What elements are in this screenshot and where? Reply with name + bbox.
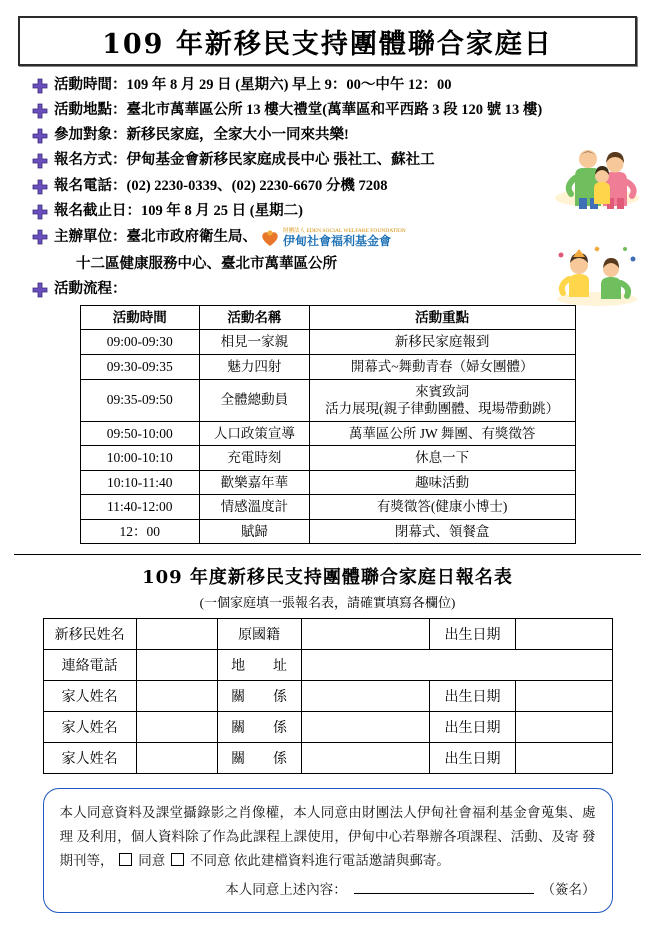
agenda-header-focus: 活動重點 xyxy=(309,305,575,330)
agenda-table xyxy=(80,305,576,544)
agenda-cell-time: 10:00-10:10 xyxy=(80,446,200,471)
signature-label: 本人同意上述內容： xyxy=(225,882,347,898)
info-value-audience: 新移民家庭，全家大小一同來共樂! xyxy=(126,127,349,144)
section-divider xyxy=(14,554,641,555)
form-field-birthdate-2[interactable] xyxy=(515,712,612,743)
form-field-phone[interactable] xyxy=(136,650,217,681)
info-value-deadline: 109 年 8 月 25 日 (星期二) xyxy=(141,202,303,219)
signature-input[interactable] xyxy=(354,879,534,894)
form-label-relation-3: 關 係 xyxy=(217,743,301,774)
consent-option-disagree: 不同意 xyxy=(190,852,231,868)
agenda-cell-name: 賦歸 xyxy=(200,519,310,544)
agenda-cell-focus: 趣味活動 xyxy=(309,470,575,495)
form-field-relation-2[interactable] xyxy=(301,712,429,743)
cross-bullet-icon xyxy=(32,153,48,169)
consent-line-3-post: 依此建檔資料進行電話邀請與郵寄。 xyxy=(233,852,450,868)
agenda-cell-time: 11:40-12:00 xyxy=(80,495,200,520)
agenda-cell-focus xyxy=(309,379,575,421)
organizer-line-2: 十二區健康服務中心、臺北市萬華區公所 xyxy=(76,255,337,272)
agenda-cell-name: 人口政策宣導 xyxy=(200,421,310,446)
cross-bullet-icon xyxy=(32,179,48,195)
cross-bullet-icon xyxy=(32,204,48,220)
consent-checkbox-disagree[interactable] xyxy=(171,853,184,866)
consent-checkbox-agree[interactable] xyxy=(119,853,132,866)
agenda-cell-time: 12：00 xyxy=(80,519,200,544)
registration-form-table xyxy=(43,618,613,774)
consent-paragraph xyxy=(60,801,596,872)
info-label-time: 活動時間： xyxy=(54,77,127,93)
agenda-cell-focus: 新移民家庭報到 xyxy=(309,330,575,355)
eden-logo-text xyxy=(283,229,406,247)
form-label-family-name-3: 家人姓名 xyxy=(43,743,136,774)
form-field-address[interactable] xyxy=(301,650,612,681)
consent-option-agree: 同意 xyxy=(138,852,166,868)
eden-logo-mark xyxy=(259,228,281,248)
agenda-cell-time: 10:10-11:40 xyxy=(80,470,200,495)
table-row xyxy=(43,712,612,743)
form-field-family-name-3[interactable] xyxy=(136,743,217,774)
signature-line xyxy=(60,878,596,902)
table-row xyxy=(80,495,575,520)
table-row xyxy=(80,519,575,544)
info-value-organizer: 臺北市政府衛生局、 xyxy=(126,228,257,245)
eden-foundation-logo xyxy=(259,228,406,248)
form-label-relation-2: 關 係 xyxy=(217,712,301,743)
table-row xyxy=(80,354,575,379)
agenda-cell-time: 09:35-09:50 xyxy=(80,379,200,421)
form-field-birthdate-1[interactable] xyxy=(515,681,612,712)
consent-line-3-pre: 發期刊等， xyxy=(59,828,596,868)
table-row xyxy=(80,421,575,446)
info-row-agenda xyxy=(32,280,641,298)
info-row-organizer xyxy=(32,227,641,247)
info-value-phone: (02) 2230-0339、(02) 2230-6670 分機 7208 xyxy=(126,177,388,194)
table-row xyxy=(80,470,575,495)
consent-box xyxy=(43,788,613,913)
agenda-cell-time: 09:50-10:00 xyxy=(80,421,200,446)
form-field-birthdate-3[interactable] xyxy=(515,743,612,774)
agenda-header-row xyxy=(80,305,575,330)
table-row xyxy=(43,619,612,650)
agenda-cell-name: 歡樂嘉年華 xyxy=(200,470,310,495)
form-label-newcomer-name: 新移民姓名 xyxy=(43,619,136,650)
cross-bullet-icon xyxy=(32,229,48,245)
agenda-table-wrapper xyxy=(80,305,576,544)
signature-suffix: （簽名） xyxy=(541,882,596,898)
form-label-address: 地 址 xyxy=(217,650,301,681)
agenda-cell-time: 09:30-09:35 xyxy=(80,354,200,379)
form-field-birthdate[interactable] xyxy=(515,619,612,650)
agenda-cell-name: 全體總動員 xyxy=(200,379,310,421)
info-label-organizer: 主辦單位： xyxy=(54,228,127,245)
info-row-deadline xyxy=(32,202,641,220)
form-label-family-name-1: 家人姓名 xyxy=(43,681,136,712)
info-label-agenda: 活動流程： xyxy=(54,280,127,297)
agenda-cell-focus: 開幕式~舞動青春（婦女團體） xyxy=(309,354,575,379)
organizer-line xyxy=(54,227,408,247)
eden-logo-en: 財團法人 EDEN SOCIAL WELFARE FOUNDATION xyxy=(283,228,406,234)
form-field-newcomer-name[interactable] xyxy=(136,619,217,650)
info-label-signup-method: 報名方式： xyxy=(54,152,127,169)
eden-logo-zh: 伊甸社會福利基金會 xyxy=(283,233,392,248)
consent-line-1: 本人同意資料及課堂攝錄影之肖像權，本人同意由財團法人伊甸社會福利基金會蒐集、處理 xyxy=(59,805,596,844)
agenda-cell-name: 情感溫度計 xyxy=(200,495,310,520)
agenda-cell-name: 充電時刻 xyxy=(200,446,310,471)
agenda-cell-focus: 休息一下 xyxy=(309,446,575,471)
table-row xyxy=(43,743,612,774)
consent-line-2: 及利用，個人資料除了作為此課程上課使用，伊甸中心若舉辦各項課程、活動、及寄 xyxy=(76,828,579,844)
form-subtitle: (一個家庭填一張報名表，請確實填寫各欄位) xyxy=(199,595,456,611)
agenda-header-time: 活動時間 xyxy=(80,305,200,330)
agenda-header-name: 活動名稱 xyxy=(200,305,310,330)
page-title-banner xyxy=(18,16,637,66)
agenda-cell-focus: 閉幕式、領餐盒 xyxy=(309,519,575,544)
info-row-phone xyxy=(32,177,641,195)
info-row-signup-method xyxy=(32,151,641,169)
agenda-cell-time: 09:00-09:30 xyxy=(80,330,200,355)
info-row-place xyxy=(32,101,641,119)
form-label-relation-1: 關 係 xyxy=(217,681,301,712)
cross-bullet-icon xyxy=(32,128,48,144)
info-label-place: 活動地點： xyxy=(54,102,127,119)
form-field-family-name-2[interactable] xyxy=(136,712,217,743)
form-field-relation-3[interactable] xyxy=(301,743,429,774)
form-label-family-name-2: 家人姓名 xyxy=(43,712,136,743)
form-label-birthdate-2: 出生日期 xyxy=(430,712,516,743)
cross-bullet-icon xyxy=(32,282,48,298)
page-title: 109 年新移民支持團體聯合家庭日 xyxy=(102,28,553,60)
cross-bullet-icon xyxy=(32,103,48,119)
table-row xyxy=(80,446,575,471)
form-label-phone: 連絡電話 xyxy=(43,650,136,681)
agenda-cell-focus: 有獎徵答(健康小博士) xyxy=(309,495,575,520)
info-value-time: 109 年 8 月 29 日 (星期六) 早上 9：00～中午 12：00 xyxy=(126,77,452,93)
agenda-focus-line1: 來賓致詞 xyxy=(415,383,470,399)
agenda-focus-line2: 活力展現(親子律動團體、現場帶動跳） xyxy=(325,401,560,417)
event-info-list xyxy=(32,76,641,298)
agenda-cell-focus: 萬華區公所 JW 舞團、有獎徵答 xyxy=(309,421,575,446)
table-row xyxy=(80,379,575,421)
form-label-birthdate-1: 出生日期 xyxy=(430,681,516,712)
form-label-birthdate-3: 出生日期 xyxy=(430,743,516,774)
info-label-deadline: 報名截止日： xyxy=(54,202,141,219)
info-row-audience xyxy=(32,126,641,144)
info-label-audience: 參加對象： xyxy=(54,127,127,144)
info-value-signup-method: 伊甸基金會新移民家庭成長中心 張社工、蘇社工 xyxy=(126,152,435,169)
info-value-place: 臺北市萬華區公所 13 樓大禮堂(萬華區和平西路 3 段 120 號 13 樓) xyxy=(126,102,543,119)
cross-bullet-icon xyxy=(32,78,48,94)
form-field-nationality[interactable] xyxy=(301,619,429,650)
form-label-nationality: 原國籍 xyxy=(217,619,301,650)
form-field-relation-1[interactable] xyxy=(301,681,429,712)
form-title: 109 年度新移民支持團體聯合家庭日報名表 xyxy=(142,567,513,589)
agenda-cell-name: 相見一家親 xyxy=(200,330,310,355)
table-row xyxy=(43,681,612,712)
info-label-phone: 報名電話： xyxy=(54,177,127,194)
info-row-time xyxy=(32,76,641,94)
form-field-family-name-1[interactable] xyxy=(136,681,217,712)
table-row xyxy=(80,330,575,355)
agenda-cell-name: 魅力四射 xyxy=(200,354,310,379)
form-label-birthdate: 出生日期 xyxy=(430,619,516,650)
table-row xyxy=(43,650,612,681)
